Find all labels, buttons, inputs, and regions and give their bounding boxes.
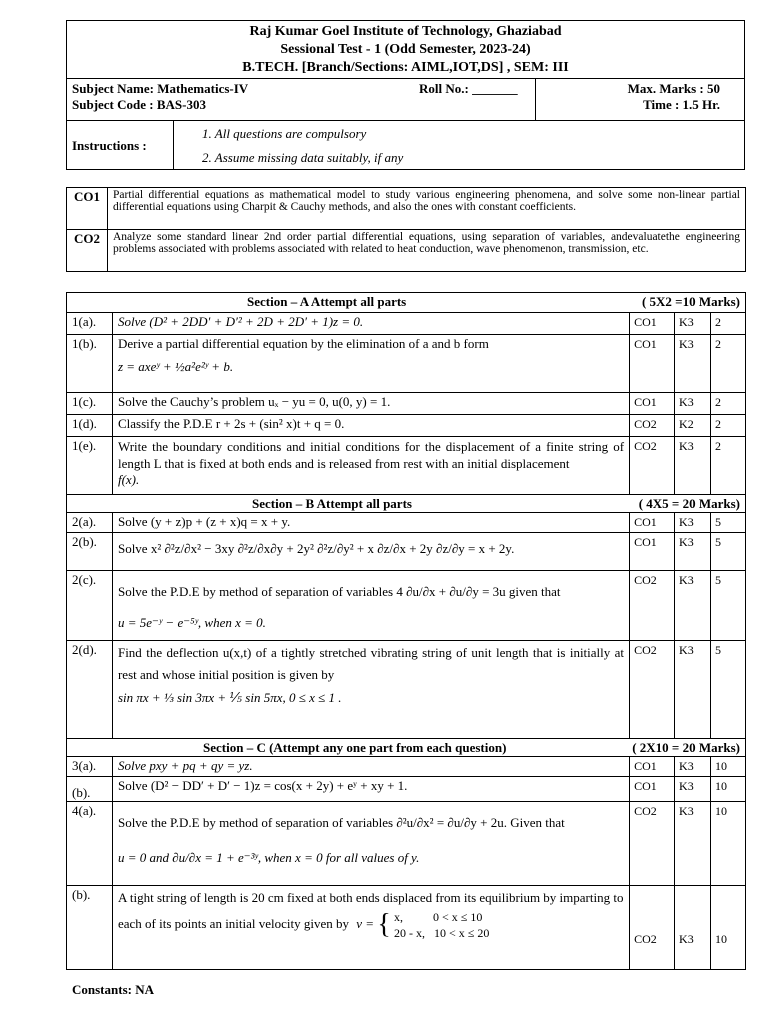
q4b-k: K3: [675, 886, 711, 970]
q4a-text: Solve the P.D.E by method of separation of variables ∂²u/∂x² = ∂u/∂y + 2u. Given that: [117, 815, 565, 830]
q1a-k: K3: [675, 313, 711, 335]
q1d-text: Classify the P.D.E r + 2s + (sin² x)t + q = 0.: [112, 415, 629, 437]
section-c-marks: ( 2X10 = 20 Marks): [632, 740, 740, 755]
q2c-marks: 5: [711, 571, 746, 641]
q3b-number: (b).: [67, 777, 113, 802]
q4b-marks: 10: [711, 886, 746, 970]
q3a-marks: 10: [711, 757, 746, 777]
q4b-text: A tight string of length is 20 cm fixed at both ends displaced from its equilibrium by imparting to each of its points an initial velocity given by: [117, 890, 624, 931]
q1b-marks: 2: [711, 335, 746, 393]
constants-note: Constants: NA: [72, 982, 154, 997]
q1c-k: K3: [675, 393, 711, 415]
section-a-title: Section – A Attempt all parts: [247, 294, 407, 309]
q3a-number: 3(a).: [67, 757, 113, 777]
q4a-k: K3: [675, 802, 711, 886]
q1e-equation: f(x).: [117, 472, 140, 487]
q2c-number: 2(c).: [67, 571, 113, 641]
q3b-k: K3: [675, 777, 711, 802]
q2b-marks: 5: [711, 533, 746, 571]
q2a-text: Solve (y + z)p + (z + x)q = x + y.: [112, 513, 629, 533]
q2c-co: CO2: [630, 571, 675, 641]
q2b-co: CO1: [630, 533, 675, 571]
q1d-number: 1(d).: [67, 415, 113, 437]
q3a-text: Solve pxy + pq + qy = yz.: [112, 757, 629, 777]
q1e-co: CO2: [630, 437, 675, 495]
q3b-text: Solve (D² − DD′ + D′ − 1)z = cos(x + 2y) + eʸ + xy + 1.: [112, 777, 629, 802]
section-b-marks: ( 4X5 = 20 Marks): [638, 496, 740, 511]
q1c-co: CO1: [630, 393, 675, 415]
q4a-equation: u = 0 and ∂u/∂x = 1 + e⁻³ʸ, when x = 0 for all values of y.: [117, 850, 420, 865]
q2b-k: K3: [675, 533, 711, 571]
test-name: Sessional Test - 1 (Odd Semester, 2023-24): [280, 42, 531, 57]
q2a-marks: 5: [711, 513, 746, 533]
q1e-text: Write the boundary conditions and initial conditions for the displacement of a finite string of length L that is fixed at both ends and is released from rest with an initial displacement: [117, 439, 625, 471]
q1c-text: Solve the Cauchy’s problem uₓ − yu = 0, u(0, y) = 1.: [112, 393, 629, 415]
q1e-k: K3: [675, 437, 711, 495]
q4a-co: CO2: [630, 802, 675, 886]
q2b-text: Solve x² ∂²z/∂x² − 3xy ∂²z/∂x∂y + 2y² ∂²z/∂y² + x ∂z/∂x + 2y ∂z/∂y = x + 2y.: [112, 533, 629, 571]
q1b-k: K3: [675, 335, 711, 393]
q2c-text: Solve the P.D.E by method of separation of variables 4 ∂u/∂x + ∂u/∂y = 3u given that: [117, 584, 561, 599]
q1a-co: CO1: [630, 313, 675, 335]
co2-code: CO2: [67, 230, 108, 272]
q2d-co: CO2: [630, 641, 675, 739]
instructions-label: Instructions :: [72, 138, 147, 153]
q2a-co: CO1: [630, 513, 675, 533]
q4b-piecewise-2: 20 - x, 10 < x ≤ 20: [394, 926, 490, 940]
q1e-number: 1(e).: [67, 437, 113, 495]
q4b-co: CO2: [630, 886, 675, 970]
q3a-k: K3: [675, 757, 711, 777]
subject-code: Subject Code : BAS-303: [72, 97, 206, 112]
roll-no[interactable]: Roll No.: _______: [419, 81, 518, 96]
q1b-text: Derive a partial differential equation by the elimination of a and b form: [117, 336, 489, 351]
instruction-1: 1. All questions are compulsory: [202, 126, 367, 141]
q2d-text: Find the deflection u(x,t) of a tightly stretched vibrating string of unit length that is initially at rest and whose initial position is given by: [117, 645, 625, 682]
q1a-number: 1(a).: [67, 313, 113, 335]
q1c-marks: 2: [711, 393, 746, 415]
q3a-co: CO1: [630, 757, 675, 777]
q2d-number: 2(d).: [67, 641, 113, 739]
q1b-co: CO1: [630, 335, 675, 393]
program: B.TECH. [Branch/Sections: AIML,IOT,DS] , SEM: III: [242, 60, 569, 75]
q1d-marks: 2: [711, 415, 746, 437]
max-marks: Max. Marks : 50: [627, 81, 720, 96]
q2a-k: K3: [675, 513, 711, 533]
q1d-k: K2: [675, 415, 711, 437]
questions-table: Section – A Attempt all parts ( 5X2 =10 Marks) 1(a). Solve (D² + 2DD′ + D′² + 2D + 2D′ + 1)z = 0. CO1 K3 2 1(b). Derive a partial differential equation by the elimination of a and b form z = axeʸ + ½a²e²ʸ + b. CO1 K3 2 1(c). Solve the Cauchy’s problem uₓ − yu = 0, u(0, y) = 1. CO1 K3 2 1(d). Classify the P.D.E r + 2s + (sin² x)t + q = 0. CO2 K2 2 1(e). Write the boundary conditions and initial conditions for the displacement of a finite string of length L that is fixed at both ends and is released from rest with an initial displacement f(x). CO2 K3 2 Section – B Attempt all parts ( 4X5 = 20 Marks) 2(a). Solve (y + z)p + (z + x)q = x + y. CO1 K3 5 2(b). Solve x² ∂²z/∂x² − 3xy ∂²z/∂x∂y + 2y² ∂²z/∂y² + x ∂z/∂x + 2y ∂z/∂y = x + 2y. CO1 K3 5 2(c). Solve the P.D.E by method of separation of variables 4 ∂u/∂x + ∂u/∂y = 3u given that u = 5e⁻ʸ − e⁻⁵ʸ, when x = 0. CO2 K3 5 2(d). Find the deflection u(x,t) of a tightly stretched vibrating string of unit length that is initially at rest and whose initial position is given by sin πx + ⅓ sin 3πx + ⅕ sin 5πx, 0 ≤ x ≤ 1 . CO2 K3 5 Section – C (Attempt any one part from each question) ( 2X10 = 20 Marks) 3(a). Solve pxy + pq + qy = yz. CO1 K3 10 (b). Solve (D² − DD′ + D′ − 1)z = cos(x + 2y) + eʸ + xy + 1. CO1 K3 10 4(a). Solve the P.D.E by method of separation of variables ∂²u/∂x² = ∂u/∂y + 2u. Given that u = 0 and ∂u/∂x = 1 + e⁻³ʸ, when x = 0 for all values of y. CO2 K3 10 (b). A tight string of length is 20 cm fixed at both ends displaced from its equilibrium by imparting to each of its points an initial velocity given by v = { x, 0 < x ≤ 10 20 - x, 10 < x ≤ 20 CO2 K3 10: [66, 292, 746, 970]
co1-code: CO1: [67, 188, 108, 230]
q2a-number: 2(a).: [67, 513, 113, 533]
q2d-marks: 5: [711, 641, 746, 739]
institute-name: Raj Kumar Goel Institute of Technology, Ghaziabad: [249, 24, 562, 39]
section-a-marks: ( 5X2 =10 Marks): [641, 294, 740, 309]
q1a-marks: 2: [711, 313, 746, 335]
instruction-2: 2. Assume missing data suitably, if any: [202, 150, 404, 165]
subject-name: Subject Name: Mathematics-IV: [72, 81, 249, 96]
q1c-number: 1(c).: [67, 393, 113, 415]
q1b-number: 1(b).: [67, 335, 113, 393]
q4b-number: (b).: [67, 886, 113, 970]
section-b-title: Section – B Attempt all parts: [252, 496, 412, 511]
q2c-k: K3: [675, 571, 711, 641]
q4a-marks: 10: [711, 802, 746, 886]
q1a-text: Solve (D² + 2DD′ + D′² + 2D + 2D′ + 1)z = 0.: [112, 313, 629, 335]
q2d-equation: sin πx + ⅓ sin 3πx + ⅕ sin 5πx, 0 ≤ x ≤ 1 .: [117, 690, 342, 705]
q1d-co: CO2: [630, 415, 675, 437]
co2-text: Analyze some standard linear 2nd order partial differential equations, using separation of variables, andevaluatethe engineering problems associated with problems associated with related to heat conduction, wave phenomenon, transmission, etc.: [108, 230, 746, 272]
q4a-number: 4(a).: [67, 802, 113, 886]
q3b-co: CO1: [630, 777, 675, 802]
q2b-number: 2(b).: [67, 533, 113, 571]
q3b-marks: 10: [711, 777, 746, 802]
header-box: [66, 20, 745, 170]
q1b-equation: z = axeʸ + ½a²e²ʸ + b.: [117, 359, 234, 374]
co1-text: Partial differential equations as mathematical model to study various engineering phenomena, and solve some non-linear partial differential equations using Charpit & Cauchy methods, and also the ones with constant coefficients.: [108, 188, 746, 230]
section-c-title: Section – C (Attempt any one part from each question): [203, 740, 507, 755]
course-outcomes-table: [66, 187, 746, 272]
q2c-equation: u = 5e⁻ʸ − e⁻⁵ʸ, when x = 0.: [117, 615, 266, 630]
time: Time : 1.5 Hr.: [643, 97, 720, 112]
q1e-marks: 2: [711, 437, 746, 495]
q4b-piecewise-1: x, 0 < x ≤ 10: [394, 910, 483, 924]
q2d-k: K3: [675, 641, 711, 739]
